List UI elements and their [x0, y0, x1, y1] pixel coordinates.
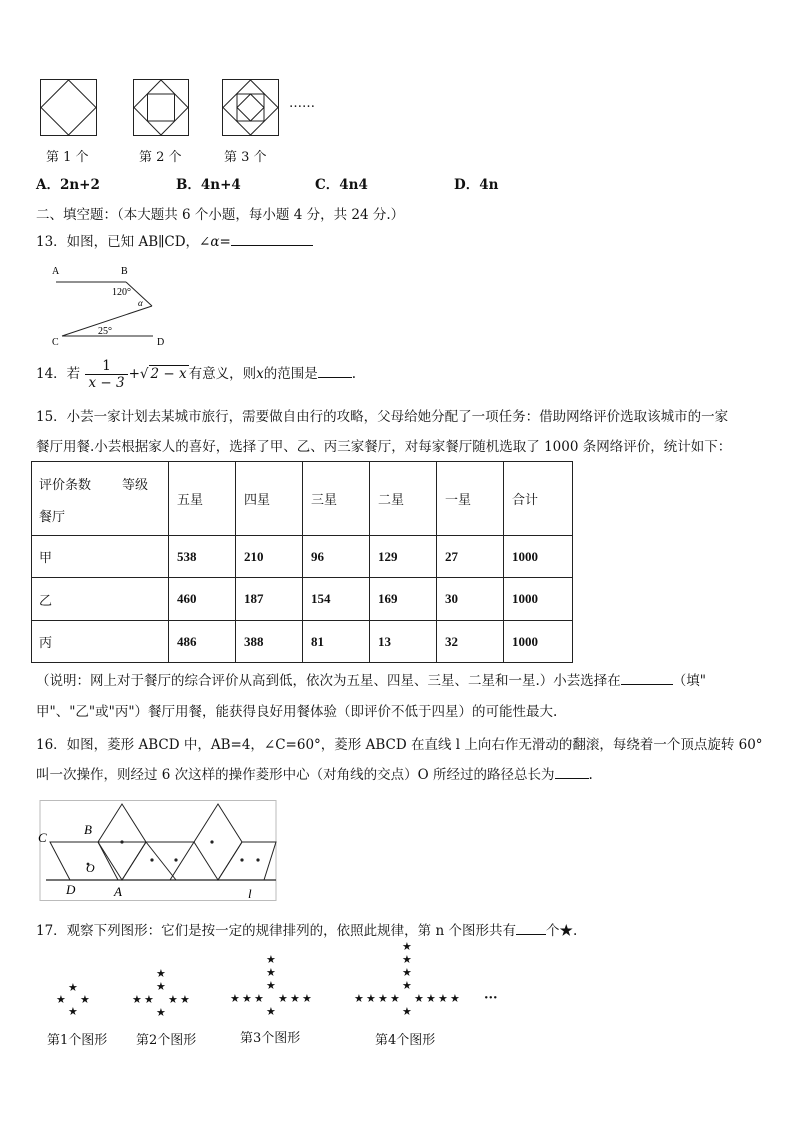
- star-icon: ★: [144, 993, 155, 1006]
- q17-question: [36, 919, 577, 939]
- q16-label-d: D: [66, 882, 76, 897]
- q12-figure-3: [222, 79, 279, 136]
- star-icon: ★: [156, 980, 167, 993]
- q13-eq: =: [219, 234, 231, 250]
- table-cell: 460: [169, 578, 236, 621]
- star-icon: ★: [402, 966, 413, 979]
- q14-answer-blank: [318, 363, 352, 378]
- q13-angle-alpha: α: [138, 298, 143, 308]
- q15-note-line-2: 甲"、"乙"或"丙"）餐厅用餐，能获得良好用餐体验（即评价不低于四星）的可能性最大.: [36, 704, 558, 720]
- star-icon: ★: [80, 993, 91, 1006]
- q15-header-total: 合计: [504, 462, 573, 536]
- q15-corner-restaurant: 餐厅: [39, 510, 66, 525]
- table-cell: 81: [303, 621, 370, 663]
- q17-text: 17．观察下列图形：它们是按一定的规律排列的，依照此规律，第 n 个图形共有: [36, 923, 516, 939]
- q14-prefix: 14．若: [36, 366, 81, 382]
- q17-caption-4: 第4个图形: [375, 1033, 436, 1048]
- q16-label-o: O: [86, 861, 95, 875]
- q15-header-five-star: 五星: [169, 462, 236, 536]
- section-2-heading: 二、填空题：（本大题共 6 个小题，每小题 4 分，共 24 分.）: [36, 207, 405, 223]
- q16-label-c: C: [38, 830, 47, 845]
- table-cell: 13: [370, 621, 437, 663]
- q14-plus: +: [128, 366, 140, 382]
- q16-line-2-text: 叫一次操作，则经过 6 次这样的操作菱形中心（对角线的交点）O 所经过的路径总长为: [36, 767, 555, 783]
- q12-ellipsis: ……: [289, 96, 315, 111]
- q12-option-a: A．2n+2: [36, 177, 100, 193]
- q14-sqrt-body: 2 − x: [150, 366, 187, 382]
- q13-question: [36, 230, 313, 250]
- q17-figure-1: [52, 982, 102, 1022]
- q13-label-a: A: [52, 266, 60, 277]
- q13-figure: [46, 263, 176, 347]
- q12-figure-1: [40, 79, 97, 136]
- q17-caption-1: 第1个图形: [47, 1033, 108, 1048]
- q14-var: x: [256, 366, 264, 382]
- q17-ellipsis: ···: [484, 991, 498, 1006]
- table-cell: 169: [370, 578, 437, 621]
- star-icon: ★: [402, 979, 413, 992]
- star-icon: ★: [302, 992, 313, 1005]
- table-row: [32, 578, 573, 621]
- table-row: [32, 621, 573, 663]
- table-cell: 1000: [504, 536, 573, 578]
- q13-label-b: B: [121, 266, 128, 277]
- q15-table-corner: [32, 462, 169, 536]
- table-cell: 486: [169, 621, 236, 663]
- star-icon: ★: [266, 979, 277, 992]
- table-cell: 129: [370, 536, 437, 578]
- star-icon: ★: [414, 992, 425, 1005]
- q12-caption-3: 第 3 个: [224, 150, 267, 165]
- q17-caption-2: 第2个图形: [136, 1033, 197, 1048]
- q15-note-end: （填": [672, 673, 707, 689]
- star-icon: ★: [156, 967, 167, 980]
- table-cell: 187: [236, 578, 303, 621]
- q15-note-line-1: [36, 669, 706, 689]
- q15-header-one-star: 一星: [437, 462, 504, 536]
- star-icon: ★: [354, 992, 365, 1005]
- q16-label-l: l: [248, 886, 252, 901]
- star-icon: ★: [426, 992, 437, 1005]
- table-cell: 538: [169, 536, 236, 578]
- q16-end: .: [588, 767, 593, 783]
- q13-label-d: D: [157, 337, 165, 347]
- q15-corner-count: 评价条数: [39, 478, 92, 493]
- q14-suffix: 有意义，则: [188, 366, 257, 382]
- q15-rating-table: [31, 461, 573, 663]
- q15-note-text: （说明：网上对于餐厅的综合评价从高到低，依次为五星、四星、三星、二星和一星.）小芸选择在: [36, 673, 621, 689]
- q17-caption-3: 第3个图形: [240, 1031, 301, 1046]
- q15-line-1: 15．小芸一家计划去某城市旅行，需要做自由行的攻略，父母给她分配了一项任务：借助网络评价选取该城市的一家: [36, 409, 729, 425]
- q14-fraction: [85, 358, 127, 391]
- q14-end: .: [351, 366, 357, 382]
- q14-suffix2: 的范围是: [263, 366, 318, 382]
- star-icon: ★: [230, 992, 241, 1005]
- q15-row-name: 甲: [32, 536, 169, 578]
- star-icon: ★: [68, 1005, 79, 1018]
- star-icon: ★: [450, 992, 461, 1005]
- table-cell: 388: [236, 621, 303, 663]
- q16-answer-blank: [555, 764, 589, 779]
- q16-line-2: [36, 763, 593, 783]
- q16-rhombus-figure: [36, 800, 280, 902]
- star-icon: ★: [378, 992, 389, 1005]
- q15-header-three-star: 三星: [303, 462, 370, 536]
- q17-figure-4: [352, 941, 472, 1022]
- star-icon: ★: [266, 1005, 277, 1018]
- star-icon: ★: [402, 953, 413, 966]
- star-icon: ★: [180, 993, 191, 1006]
- q13-answer-blank: [231, 231, 313, 246]
- table-cell: 96: [303, 536, 370, 578]
- q14-question: [36, 358, 356, 391]
- q15-row-name: 丙: [32, 621, 169, 663]
- q17-answer-blank: [516, 920, 546, 935]
- star-icon: ★: [242, 992, 253, 1005]
- table-cell: 1000: [504, 578, 573, 621]
- q13-text: 13．如图，已知 AB∥CD，∠: [36, 234, 211, 250]
- q17-figure-3: [228, 954, 323, 1022]
- q15-line-2: 餐厅用餐.小芸根据家人的喜好，选择了甲、乙、丙三家餐厅，对每家餐厅随机选取了 1000 条网络评价，统计如下：: [36, 439, 732, 455]
- table-cell: 1000: [504, 621, 573, 663]
- star-icon: ★: [156, 1006, 167, 1019]
- q15-answer-blank: [621, 670, 673, 685]
- q16-line-1: 16．如图，菱形 ABCD 中，AB=4，∠C=60°，菱形 ABCD 在直线 l 上向右作无滑动的翻滚，每绕着一个顶点旋转 60°: [36, 737, 763, 753]
- q15-header-two-star: 二星: [370, 462, 437, 536]
- star-icon: ★: [68, 981, 79, 994]
- q15-header-four-star: 四星: [236, 462, 303, 536]
- q15-corner-level: 等级: [122, 478, 149, 493]
- table-cell: 154: [303, 578, 370, 621]
- q12-caption-1: 第 1 个: [46, 150, 89, 165]
- q16-label-b: B: [84, 822, 92, 837]
- q12-caption-2: 第 2 个: [139, 150, 182, 165]
- q14-frac-top: 1: [85, 358, 127, 375]
- q13-angle-120: 120°: [112, 287, 131, 298]
- table-cell: 30: [437, 578, 504, 621]
- star-icon: ★: [266, 953, 277, 966]
- star-icon: ★: [56, 993, 67, 1006]
- q15-row-name: 乙: [32, 578, 169, 621]
- q14-sqrt-sign: √: [139, 366, 149, 382]
- q17-figure-2: [128, 968, 198, 1022]
- star-icon: ★: [168, 993, 179, 1006]
- q13-label-c: C: [52, 337, 59, 347]
- star-icon: ★: [402, 1005, 413, 1018]
- q13-alpha: α: [210, 234, 220, 250]
- q16-label-a: A: [114, 884, 122, 899]
- star-icon: ★: [132, 993, 143, 1006]
- q12-figure-2: [133, 79, 189, 136]
- star-icon: ★: [290, 992, 301, 1005]
- q13-angle-25: 25°: [98, 326, 112, 337]
- table-cell: 210: [236, 536, 303, 578]
- table-row: [32, 536, 573, 578]
- star-icon: ★: [366, 992, 377, 1005]
- star-icon: ★: [266, 966, 277, 979]
- q12-option-c: C．4n4: [315, 177, 368, 193]
- q12-option-b: B．4n+4: [176, 177, 241, 193]
- star-icon: ★: [254, 992, 265, 1005]
- star-icon: ★: [390, 992, 401, 1005]
- table-cell: 32: [437, 621, 504, 663]
- star-icon: ★: [402, 940, 413, 953]
- q12-option-d: D．4n: [454, 177, 499, 193]
- star-icon: ★: [278, 992, 289, 1005]
- q14-frac-bottom: x − 3: [88, 375, 125, 391]
- star-icon: ★: [438, 992, 449, 1005]
- table-cell: 27: [437, 536, 504, 578]
- q17-suffix: 个★.: [545, 923, 578, 939]
